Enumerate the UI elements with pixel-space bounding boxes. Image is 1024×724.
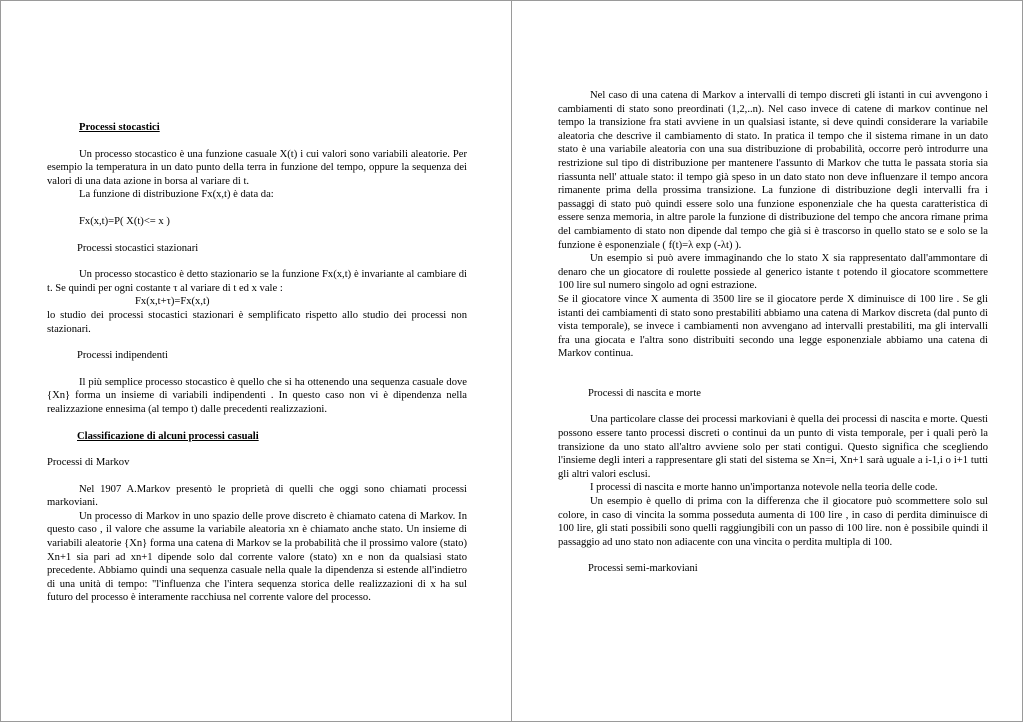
subheading-nascita-morte: Processi di nascita e morte bbox=[588, 387, 701, 399]
paragraph: Un esempio è quello di prima con la differenza che il giocatore può scommettere solo sul colore, in caso di vincita la somma posseduta aumenta di 100 lire , in caso di perdita diminuisce di 100 lire, gli stati possibili sono quelli raggiungibili con un passo di 100 lire. non è possibile quindi il passaggio ad uno stato non adiacente con una vincita o perdita multipla di 100. bbox=[558, 496, 988, 548]
paragraph: Nel 1907 A.Markov presentò le proprietà di quelli che oggi sono chiamati processi markoviani. bbox=[47, 483, 467, 509]
paragraph: Nel caso di una catena di Markov a intervalli di tempo discreti gli istanti in cui avvengono i cambiamenti di stato sono preordinati (1,2,..n). Nel caso invece di catene di markov continue nel tempo la transizione fra stati avviene in un qualsiasi istante, si deve quindi considerare la variabile aleatoria che descrive il cambiamento di stato. In pratica il tempo che il sistema rimane in un dato stato è una variabile aleatoria con una sua distribuzione di probabilità, occorre però introdurre una restrizione sul tipo di distribuzione per mantenere l'assunto di Markov che tutta le passata storia sia riassunta nell' attuale stato: il tempo già speso in un dato stato non deve influenzare il tempo ancora rimanente prima della prossima transizione. La funzione di distribuzione degli intervalli fra i passaggi di stato può quindi essere solo una funzione esponenziale che ha questa caratteristica di essere senza memoria, in altre parole la funzione di distribuzione del tempo che ancora rimane prima del cambiamento di stato non dipende dal tempo che già si è trascorso in quello stato se e solo se la funzione è esponenziale ( f(t)=λ exp (-λt) ). bbox=[558, 90, 988, 251]
paragraph: I processi di nascita e morte hanno un'importanza notevole nella teoria delle code. bbox=[590, 482, 938, 494]
paragraph: Il più semplice processo stocastico è quello che si ha ottenendo una sequenza casuale dove {Xn} forma un insieme di variabili indipendenti . In questo caso non vi è dipendenza nella realizzazione ennesima (al tempo t) dalle precedenti realizzazioni. bbox=[47, 376, 467, 415]
right-page-text bbox=[558, 89, 988, 576]
left-page-text bbox=[47, 121, 467, 605]
paragraph: Un processo di Markov in uno spazio delle prove discreto è chiamato catena di Markov. In questo caso , il valore che assume la variabile aleatoria xn è chiamato anche stato. Un insieme di variabili aleatorie {Xn} forma una catena di Markov se la probabilità che il prossimo valore (stato) Xn+1 sia pari ad xn+1 dipende solo dal corrente valore (stato) xn e non da qualsiasi stato precedente. Abbiamo quindi una sequenza casuale nella quale la dipendenza si estende all'indietro di una unità di tempo: "l'influenza che l'intera sequenza storica delle realizzazioni di x ha sul futuro del processo è interamente racchiusa nel corrente valore del processo. bbox=[47, 510, 467, 604]
right-page bbox=[511, 0, 1023, 722]
subheading-semi-markoviani: Processi semi-markoviani bbox=[588, 563, 698, 575]
subheading-indipendenti: Processi indipendenti bbox=[77, 350, 168, 362]
paragraph: lo studio dei processi stocastici stazionari è semplificato rispetto allo studio dei processi non stazionari. bbox=[47, 309, 467, 335]
left-page bbox=[0, 0, 512, 722]
formula-stationary: Fx(x,t+τ)=Fx(x,t) bbox=[135, 296, 210, 308]
paragraph: Se il giocatore vince X aumenta di 3500 lire se il giocatore perde X diminuisce di 100 lire . Se gli istanti dei cambiamenti di stato sono prestabiliti abbiamo una catena di Markov discreta (dal punto di vista temporale), se invece i cambiamenti non avvengano ad intervalli prestabiliti, ma gli intervalli fra una giocata e l'altra sono distribuiti secondo una legge esponenziale abbiamo una catena di Markov continua. bbox=[558, 293, 988, 360]
title-processi-stocastici: Processi stocastici bbox=[79, 122, 160, 133]
heading-classificazione: Classificazione di alcuni processi casuali bbox=[77, 430, 259, 442]
subheading-stazionari: Processi stocastici stazionari bbox=[77, 242, 199, 254]
paragraph: Un processo stocastico è una funzione casuale X(t) i cui valori sono variabili aleatorie. Per esempio la temperatura in un dato punto della terra in funzione del tempo, oppure la sequenza dei valori di una data azione in borsa al variare di t. bbox=[47, 148, 467, 187]
subheading-markov: Processi di Markov bbox=[47, 457, 130, 469]
formula-distribution: Fx(x,t)=P( X(t)<= x ) bbox=[79, 215, 170, 227]
paragraph: Un esempio si può avere immaginando che lo stato X sia rappresentato dall'ammontare di denaro che un giocatore di roulette possiede al generico istante t potendo il giocatore scommettere 100 lire sul numero singolo ad ogni estrazione. bbox=[558, 253, 988, 292]
paragraph: Un processo stocastico è detto stazionario se la funzione Fx(x,t) è invariante al cambiare di t. Se quindi per ogni costante τ al variare di t ed x vale : bbox=[47, 269, 467, 294]
paragraph: Una particolare classe dei processi markoviani è quella dei processi di nascita e morte. Questi possono essere tanto processi discreti o continui da un punto di vista temporale, per i quali però la transizione da uno stato all'altro avviene solo per stati contigui. Questo significa che scegliendo l'insieme degli interi a rappresentare gli stati del sistema se Xn=i, Xn+1 sarà uguale a i-1,i o i+1 tutti gli altri valori esclusi. bbox=[558, 414, 988, 480]
paragraph: La funzione di distribuzione Fx(x,t) è data da: bbox=[79, 189, 274, 201]
